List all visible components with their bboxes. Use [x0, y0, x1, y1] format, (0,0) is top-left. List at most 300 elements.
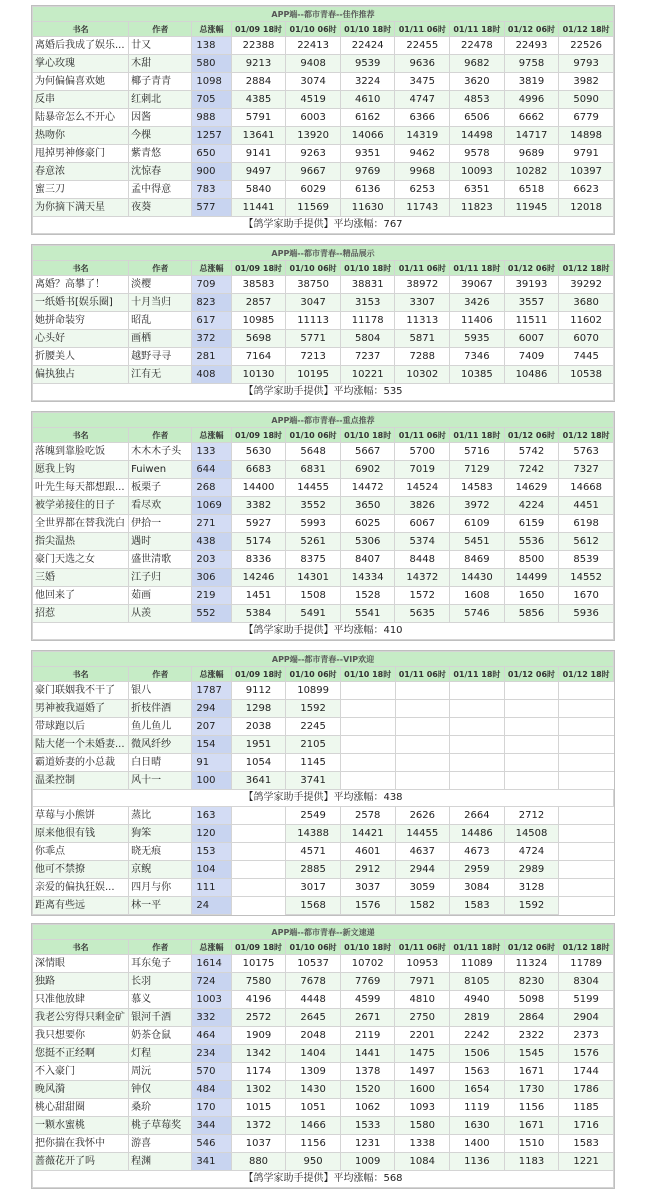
author-name[interactable]: 木木木子头 [129, 443, 192, 461]
table-row-extra [33, 825, 614, 843]
book-title[interactable]: 愿我上钩 [33, 461, 129, 479]
book-title[interactable]: 温柔控制 [33, 772, 129, 790]
count-cell: 1654 [450, 1081, 505, 1099]
count-cell: 6025 [340, 515, 395, 533]
count-cell [231, 897, 286, 915]
author-name[interactable]: 狗笨 [129, 825, 192, 843]
book-title[interactable]: 陆暴帝怎么不开心 [33, 109, 129, 127]
book-title[interactable]: 偏执独占 [33, 366, 129, 384]
count-cell [395, 700, 450, 718]
author-name[interactable]: 奶茶仓鼠 [129, 1027, 192, 1045]
count-cell: 1580 [395, 1117, 450, 1135]
count-cell: 1338 [395, 1135, 450, 1153]
author-name[interactable]: 因酱 [129, 109, 192, 127]
count-cell: 5612 [559, 533, 614, 551]
book-title[interactable]: 掌心玫瑰 [33, 55, 129, 73]
column-header-date[interactable]: 01/11 06时 [395, 261, 450, 276]
author-name[interactable]: 游喜 [129, 1135, 192, 1153]
table-row [33, 515, 614, 533]
column-header-author[interactable]: 作者 [129, 261, 192, 276]
total-growth: 783 [192, 181, 231, 199]
book-title[interactable]: 深情眼 [33, 955, 129, 973]
book-title[interactable]: 霸道娇妻的小总裁 [33, 754, 129, 772]
count-cell: 1475 [395, 1045, 450, 1063]
book-title[interactable]: 他回来了 [33, 587, 129, 605]
column-header-total[interactable]: 总涨幅 [192, 667, 231, 682]
column-header-date[interactable]: 01/10 06时 [286, 261, 341, 276]
count-cell: 1093 [395, 1099, 450, 1117]
count-cell: 14455 [395, 825, 450, 843]
book-title[interactable]: 一纸婚书[娱乐圈] [33, 294, 129, 312]
author-name[interactable]: 板栗子 [129, 479, 192, 497]
count-cell: 5090 [559, 91, 614, 109]
book-title[interactable]: 心头好 [33, 330, 129, 348]
total-growth: 546 [192, 1135, 231, 1153]
table-row [33, 991, 614, 1009]
table-row [33, 754, 614, 772]
count-cell: 4673 [450, 843, 505, 861]
count-cell: 5098 [504, 991, 559, 1009]
count-cell: 9497 [231, 163, 286, 181]
column-header-date[interactable]: 01/12 06时 [504, 22, 559, 37]
count-cell: 3819 [504, 73, 559, 91]
author-name[interactable]: 看尽欢 [129, 497, 192, 515]
count-cell: 7346 [450, 348, 505, 366]
count-cell: 6366 [395, 109, 450, 127]
count-cell: 10282 [504, 163, 559, 181]
count-cell: 2245 [286, 718, 341, 736]
table-footer-row [33, 790, 614, 807]
book-title[interactable]: 豪门联姻我不干了 [33, 682, 129, 700]
count-cell [231, 879, 286, 897]
count-cell: 3382 [231, 497, 286, 515]
table-row [33, 294, 614, 312]
author-name[interactable]: 木甜 [129, 55, 192, 73]
count-cell: 14334 [340, 569, 395, 587]
table-row [33, 443, 614, 461]
count-cell: 11406 [450, 312, 505, 330]
column-header-book[interactable]: 书名 [33, 261, 129, 276]
count-cell: 4601 [340, 843, 395, 861]
count-cell: 39292 [559, 276, 614, 294]
count-cell: 1730 [504, 1081, 559, 1099]
table-title: APP端--都市青春--新文速递 [33, 925, 614, 940]
count-cell: 1563 [450, 1063, 505, 1081]
count-cell: 1951 [231, 736, 286, 754]
count-cell: 2048 [286, 1027, 341, 1045]
count-cell: 7769 [340, 973, 395, 991]
book-title[interactable]: 三婚 [33, 569, 129, 587]
count-cell [395, 736, 450, 754]
book-title[interactable]: 为何偏偏喜欢她 [33, 73, 129, 91]
count-cell: 2819 [450, 1009, 505, 1027]
column-header-date[interactable]: 01/10 18时 [340, 667, 395, 682]
count-cell: 5635 [395, 605, 450, 623]
column-header-book[interactable]: 书名 [33, 22, 129, 37]
count-cell: 9791 [559, 145, 614, 163]
total-growth: 163 [192, 807, 231, 825]
column-header-date[interactable]: 01/12 06时 [504, 261, 559, 276]
book-title[interactable]: 热吻你 [33, 127, 129, 145]
count-cell: 11789 [559, 955, 614, 973]
count-cell [559, 772, 614, 790]
book-title[interactable]: 只准他放肆 [33, 991, 129, 1009]
column-header-date[interactable]: 01/10 18时 [340, 940, 395, 955]
book-title[interactable]: 离婚后我成了娱乐... [33, 37, 129, 55]
column-header-author[interactable]: 作者 [129, 22, 192, 37]
count-cell: 1156 [504, 1099, 559, 1117]
column-header-date[interactable]: 01/11 06时 [395, 22, 450, 37]
ranking-table [32, 651, 614, 915]
total-growth: 1257 [192, 127, 231, 145]
total-growth: 823 [192, 294, 231, 312]
book-title[interactable]: 春意浓 [33, 163, 129, 181]
book-title[interactable]: 不入豪门 [33, 1063, 129, 1081]
ranking-table-section [31, 411, 615, 641]
count-cell: 2105 [286, 736, 341, 754]
total-growth: 1069 [192, 497, 231, 515]
book-title[interactable]: 您挺不正经啊 [33, 1045, 129, 1063]
ranking-table [32, 245, 614, 401]
book-title[interactable]: 晚风漪 [33, 1081, 129, 1099]
table-footer-row [33, 217, 614, 234]
count-cell: 4451 [559, 497, 614, 515]
column-header-date[interactable]: 01/10 06时 [286, 667, 341, 682]
author-name[interactable]: 孟中得意 [129, 181, 192, 199]
column-header-date[interactable]: 01/10 18时 [340, 261, 395, 276]
book-title[interactable]: 你乖点 [33, 843, 129, 861]
book-title[interactable]: 独路 [33, 973, 129, 991]
column-header-date[interactable]: 01/12 06时 [504, 428, 559, 443]
count-cell: 1716 [559, 1117, 614, 1135]
count-cell: 8500 [504, 551, 559, 569]
book-title[interactable]: 陆大佬一个未婚妻... [33, 736, 129, 754]
author-name[interactable]: 长羽 [129, 973, 192, 991]
table-row [33, 1135, 614, 1153]
column-header-author[interactable]: 作者 [129, 428, 192, 443]
count-cell: 7327 [559, 461, 614, 479]
book-title[interactable]: 被学弟接住的日子 [33, 497, 129, 515]
book-title[interactable]: 离婚？高攀了！ [33, 276, 129, 294]
table-row [33, 55, 614, 73]
author-name[interactable]: 白日晴 [129, 754, 192, 772]
column-header-date[interactable]: 01/10 18时 [340, 22, 395, 37]
count-cell: 6902 [340, 461, 395, 479]
column-header-date[interactable]: 01/11 18时 [450, 22, 505, 37]
column-header-book[interactable]: 书名 [33, 428, 129, 443]
column-header-date[interactable]: 01/11 18时 [450, 940, 505, 955]
column-header-date[interactable]: 01/10 18时 [340, 428, 395, 443]
table-row [33, 461, 614, 479]
count-cell: 14583 [450, 479, 505, 497]
count-cell: 5771 [286, 330, 341, 348]
column-header-date[interactable]: 01/11 18时 [450, 428, 505, 443]
book-title[interactable]: 他可不禁撩 [33, 861, 129, 879]
count-cell: 8230 [504, 973, 559, 991]
table-row [33, 479, 614, 497]
count-cell [559, 736, 614, 754]
author-name[interactable]: 紫青悠 [129, 145, 192, 163]
table-title: APP端--都市青春--重点推荐 [33, 413, 614, 428]
column-header-date[interactable]: 01/11 18时 [450, 261, 505, 276]
count-cell: 5763 [559, 443, 614, 461]
count-cell [450, 754, 505, 772]
author-name[interactable]: 风十一 [129, 772, 192, 790]
count-cell: 1671 [504, 1063, 559, 1081]
total-growth: 900 [192, 163, 231, 181]
column-header-date[interactable]: 01/10 06时 [286, 22, 341, 37]
count-cell: 14400 [231, 479, 286, 497]
table-row [33, 312, 614, 330]
count-cell: 4810 [395, 991, 450, 1009]
total-growth: 100 [192, 772, 231, 790]
count-cell: 11313 [395, 312, 450, 330]
author-name[interactable]: 茹画 [129, 587, 192, 605]
author-name[interactable]: 十月当归 [129, 294, 192, 312]
count-cell: 1592 [504, 897, 559, 915]
column-header-date[interactable]: 01/12 18时 [559, 428, 614, 443]
book-title[interactable]: 蜜三刀 [33, 181, 129, 199]
book-title[interactable]: 全世界都在替我洗白 [33, 515, 129, 533]
book-title[interactable]: 原来他很有钱 [33, 825, 129, 843]
column-header-date[interactable]: 01/12 18时 [559, 667, 614, 682]
author-name[interactable]: 灯程 [129, 1045, 192, 1063]
author-name[interactable]: 昭乱 [129, 312, 192, 330]
book-title[interactable]: 一颗水蜜桃 [33, 1117, 129, 1135]
count-cell: 1506 [450, 1045, 505, 1063]
column-header-date[interactable]: 01/11 06时 [395, 428, 450, 443]
count-cell: 3557 [504, 294, 559, 312]
author-name[interactable]: 林一平 [129, 897, 192, 915]
count-cell: 1545 [504, 1045, 559, 1063]
count-cell: 14372 [395, 569, 450, 587]
column-header-date[interactable]: 01/12 18时 [559, 261, 614, 276]
author-name[interactable]: 沈惊春 [129, 163, 192, 181]
count-cell [559, 879, 614, 897]
column-header-date[interactable]: 01/09 18时 [231, 940, 286, 955]
count-cell: 2373 [559, 1027, 614, 1045]
author-name[interactable]: Fuiwen [129, 461, 192, 479]
book-title[interactable]: 男神被我逼婚了 [33, 700, 129, 718]
author-name[interactable]: 程渊 [129, 1153, 192, 1171]
footer-average-value: 438 [383, 792, 403, 803]
author-name[interactable]: 微风纤纱 [129, 736, 192, 754]
count-cell: 6136 [340, 181, 395, 199]
book-title[interactable]: 我只想要你 [33, 1027, 129, 1045]
total-growth: 154 [192, 736, 231, 754]
author-name[interactable]: 伊拾一 [129, 515, 192, 533]
count-cell: 3680 [559, 294, 614, 312]
count-cell: 3650 [340, 497, 395, 515]
author-name[interactable]: 廿又 [129, 37, 192, 55]
author-name[interactable]: 遇时 [129, 533, 192, 551]
count-cell: 6831 [286, 461, 341, 479]
total-growth: 91 [192, 754, 231, 772]
book-title[interactable]: 草莓与小熊饼 [33, 807, 129, 825]
table-row [33, 73, 614, 91]
column-header-date[interactable]: 01/09 18时 [231, 22, 286, 37]
total-growth: 281 [192, 348, 231, 366]
column-header-date[interactable]: 01/12 18时 [559, 22, 614, 37]
count-cell [395, 718, 450, 736]
count-cell: 3037 [340, 879, 395, 897]
column-header-date[interactable]: 01/09 18时 [231, 667, 286, 682]
author-name[interactable]: 盛世清歌 [129, 551, 192, 569]
column-header-book[interactable]: 书名 [33, 940, 129, 955]
count-cell [231, 807, 286, 825]
count-cell: 22413 [286, 37, 341, 55]
column-header-date[interactable]: 01/10 06时 [286, 940, 341, 955]
count-cell: 9769 [340, 163, 395, 181]
count-cell: 10899 [286, 682, 341, 700]
column-header-date[interactable]: 01/09 18时 [231, 261, 286, 276]
count-cell: 14898 [559, 127, 614, 145]
author-name[interactable]: 折枝伴酒 [129, 700, 192, 718]
book-title[interactable]: 落魄到靠脸吃饭 [33, 443, 129, 461]
count-cell: 5698 [231, 330, 286, 348]
author-name[interactable]: 蒸比 [129, 807, 192, 825]
count-cell: 10221 [340, 366, 395, 384]
book-title[interactable]: 距离有些远 [33, 897, 129, 915]
author-name[interactable]: 周沅 [129, 1063, 192, 1081]
book-title[interactable]: 把你揣在我怀中 [33, 1135, 129, 1153]
column-header-date[interactable]: 01/11 18时 [450, 667, 505, 682]
author-name[interactable]: 晓无痕 [129, 843, 192, 861]
book-title[interactable]: 豪门天选之女 [33, 551, 129, 569]
column-header-total[interactable]: 总涨幅 [192, 22, 231, 37]
author-name[interactable]: 桑玠 [129, 1099, 192, 1117]
book-title[interactable]: 招惹 [33, 605, 129, 623]
author-name[interactable]: 银八 [129, 682, 192, 700]
column-header-date[interactable]: 01/12 18时 [559, 940, 614, 955]
book-title[interactable]: 亲爱的偏执狂娱... [33, 879, 129, 897]
count-cell: 10385 [450, 366, 505, 384]
count-cell: 1037 [231, 1135, 286, 1153]
author-name[interactable]: 淡樱 [129, 276, 192, 294]
ranking-table-section [31, 923, 615, 1189]
count-cell [340, 736, 395, 754]
count-cell: 8407 [340, 551, 395, 569]
column-header-date[interactable]: 01/12 06时 [504, 667, 559, 682]
book-title[interactable]: 反串 [33, 91, 129, 109]
total-growth: 617 [192, 312, 231, 330]
book-title[interactable]: 折腰美人 [33, 348, 129, 366]
count-cell: 3017 [286, 879, 341, 897]
author-name[interactable]: 银河千酒 [129, 1009, 192, 1027]
book-title[interactable]: 我老公穷得只剩金矿 [33, 1009, 129, 1027]
count-cell: 14499 [504, 569, 559, 587]
table-row [33, 1027, 614, 1045]
author-name[interactable]: 红刺北 [129, 91, 192, 109]
count-cell: 1608 [450, 587, 505, 605]
author-name[interactable]: 画栖 [129, 330, 192, 348]
author-name[interactable]: 桃子草莓奖 [129, 1117, 192, 1135]
count-cell: 1009 [340, 1153, 395, 1171]
author-name[interactable]: 钟仅 [129, 1081, 192, 1099]
author-name[interactable]: 椰子青青 [129, 73, 192, 91]
count-cell: 4724 [504, 843, 559, 861]
count-cell: 1441 [340, 1045, 395, 1063]
table-row [33, 682, 614, 700]
author-name[interactable]: 京鲵 [129, 861, 192, 879]
book-title[interactable]: 甩掉男神修豪门 [33, 145, 129, 163]
count-cell: 8105 [450, 973, 505, 991]
count-cell: 1600 [395, 1081, 450, 1099]
column-header-date[interactable]: 01/11 06时 [395, 940, 450, 955]
book-title[interactable]: 为你摘下满天星 [33, 199, 129, 217]
count-cell: 6518 [504, 181, 559, 199]
column-header-date[interactable]: 01/10 06时 [286, 428, 341, 443]
count-cell: 14486 [450, 825, 505, 843]
book-title[interactable]: 指尖温热 [33, 533, 129, 551]
count-cell: 9539 [340, 55, 395, 73]
count-cell: 3307 [395, 294, 450, 312]
column-header-total[interactable]: 总涨幅 [192, 940, 231, 955]
author-name[interactable]: 四月与你 [129, 879, 192, 897]
book-title[interactable]: 她拼命装穷 [33, 312, 129, 330]
count-cell: 1136 [450, 1153, 505, 1171]
book-title[interactable]: 桃心甜甜圈 [33, 1099, 129, 1117]
count-cell: 5936 [559, 605, 614, 623]
count-cell [450, 700, 505, 718]
author-name[interactable]: 慕义 [129, 991, 192, 1009]
count-cell: 1510 [504, 1135, 559, 1153]
column-header-author[interactable]: 作者 [129, 940, 192, 955]
author-name[interactable]: 江子归 [129, 569, 192, 587]
count-cell: 2201 [395, 1027, 450, 1045]
author-name[interactable]: 江有无 [129, 366, 192, 384]
total-growth: 203 [192, 551, 231, 569]
total-growth: 372 [192, 330, 231, 348]
book-title[interactable]: 带球跑以后 [33, 718, 129, 736]
column-header-date[interactable]: 01/12 06时 [504, 940, 559, 955]
count-cell: 7213 [286, 348, 341, 366]
column-header-author[interactable]: 作者 [129, 667, 192, 682]
column-header-date[interactable]: 01/11 06时 [395, 667, 450, 682]
count-cell: 5716 [450, 443, 505, 461]
author-name[interactable]: 越野寻寻 [129, 348, 192, 366]
book-title[interactable]: 叶先生每天都想跟... [33, 479, 129, 497]
count-cell: 1786 [559, 1081, 614, 1099]
count-cell: 5993 [286, 515, 341, 533]
count-cell: 5306 [340, 533, 395, 551]
count-cell: 7580 [231, 973, 286, 991]
average-growth-footer [33, 384, 614, 401]
count-cell: 14472 [340, 479, 395, 497]
author-name[interactable]: 从羡 [129, 605, 192, 623]
total-growth: 104 [192, 861, 231, 879]
column-header-total[interactable]: 总涨幅 [192, 261, 231, 276]
count-cell [504, 718, 559, 736]
count-cell: 11602 [559, 312, 614, 330]
count-cell: 5791 [231, 109, 286, 127]
table-row-extra [33, 807, 614, 825]
count-cell: 4599 [340, 991, 395, 1009]
count-cell: 2322 [504, 1027, 559, 1045]
count-cell: 4385 [231, 91, 286, 109]
column-header-book[interactable]: 书名 [33, 667, 129, 682]
column-header-date[interactable]: 01/09 18时 [231, 428, 286, 443]
book-title[interactable]: 蔷薇花开了吗 [33, 1153, 129, 1171]
author-name[interactable]: 今棵 [129, 127, 192, 145]
author-name[interactable]: 鱼儿鱼儿 [129, 718, 192, 736]
count-cell: 6029 [286, 181, 341, 199]
author-name[interactable]: 耳东兔子 [129, 955, 192, 973]
author-name[interactable]: 夜葵 [129, 199, 192, 217]
column-header-total[interactable]: 总涨幅 [192, 428, 231, 443]
count-cell: 8336 [231, 551, 286, 569]
count-cell: 14246 [231, 569, 286, 587]
